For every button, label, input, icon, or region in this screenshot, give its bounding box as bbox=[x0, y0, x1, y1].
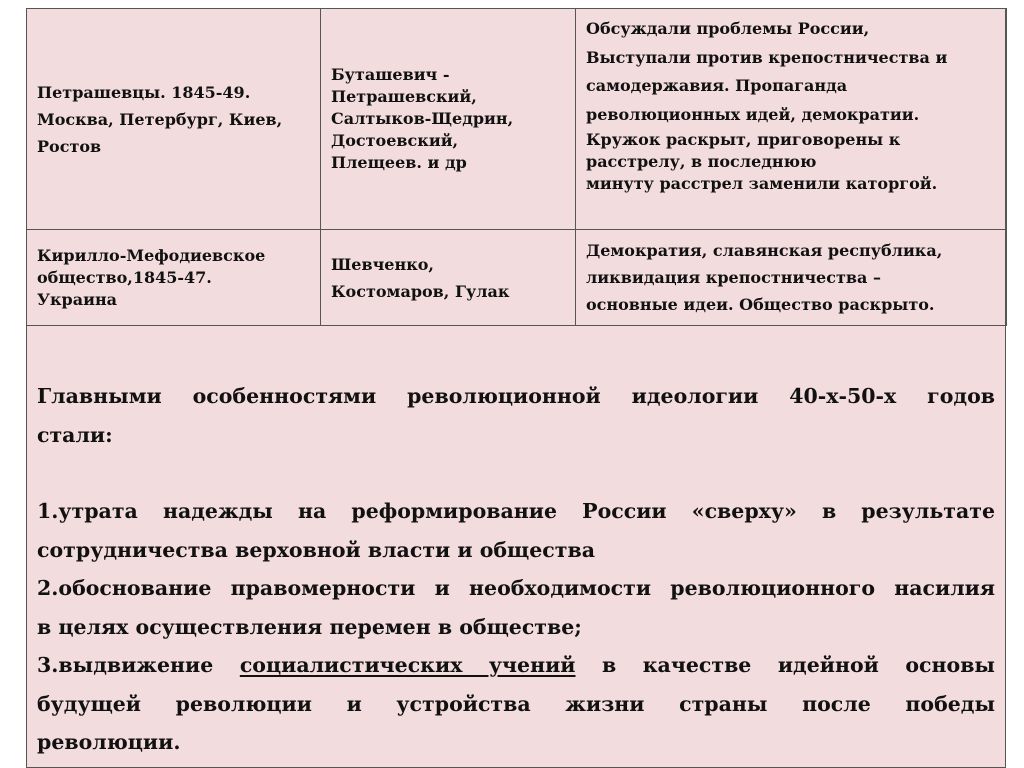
society-cell bbox=[27, 230, 321, 326]
cell-line: Салтыков-Щедрин, bbox=[331, 109, 514, 128]
cell-line: общество,1845-47. bbox=[37, 267, 212, 287]
cell-line: Москва, Петербург, Киев, bbox=[37, 109, 283, 129]
list-item-3-line bbox=[37, 646, 995, 685]
cell-line: минуту расстрел заменили каторгой. bbox=[586, 174, 938, 193]
list-item-1-line: 1.утрата надежды на реформирование России «сверху» в результате bbox=[37, 499, 995, 523]
cell-line: Достоевский, bbox=[331, 131, 459, 150]
list-item-2-line: 2.обоснование правомерности и необходимости революционного насилия bbox=[37, 576, 995, 600]
members-cell bbox=[321, 230, 576, 326]
cell-line: расстрелу, в последнюю bbox=[586, 152, 817, 171]
list-item-3-line: революции. bbox=[37, 730, 181, 754]
list-item-3-end: в качестве идейной основы bbox=[575, 653, 995, 677]
table-row-kirillo-mefodievskoe bbox=[27, 230, 1007, 326]
list-item-2-line: в целях осуществления перемен в обществе; bbox=[37, 614, 582, 639]
cell-line: Демократия, славянская республика, bbox=[586, 241, 943, 260]
cell-line: Костомаров, Гулак bbox=[331, 281, 510, 301]
summary-intro-line: Главными особенностями революционной идеологии 40-х-50-х годов bbox=[37, 384, 995, 408]
spacer bbox=[37, 454, 995, 492]
list-item-3-line: будущей революции и устройства жизни страны после победы bbox=[37, 691, 995, 716]
table-row-petrashevtsy bbox=[27, 9, 1007, 230]
cell-line: Кирилло-Мефодиевское bbox=[37, 245, 266, 265]
members-cell bbox=[321, 9, 576, 230]
ideas-cell bbox=[576, 9, 1007, 230]
society-cell bbox=[27, 9, 321, 230]
cell-line: Обсуждали проблемы России, bbox=[586, 19, 870, 38]
cell-line: революционных идей, демократии. bbox=[586, 104, 920, 124]
cell-line: Плещеев. и др bbox=[331, 153, 467, 172]
cell-line: Петрашевский, bbox=[331, 87, 477, 106]
cell-line: Шевченко, bbox=[331, 254, 434, 274]
cell-line: Буташевич - bbox=[331, 65, 450, 84]
cell-line: Кружок раскрыт, приговорены к bbox=[586, 130, 901, 149]
list-item-3-start: 3.выдвижение bbox=[37, 653, 240, 677]
cell-line: Петрашевцы. 1845-49. bbox=[37, 82, 251, 102]
underlined-term: социалистических учений bbox=[239, 653, 576, 677]
cell-line: ликвидация крепостничества – bbox=[586, 268, 881, 287]
list-item-1-line: сотрудничества верховной власти и общества bbox=[37, 537, 595, 562]
ideas-cell bbox=[576, 230, 1007, 326]
content-sheet bbox=[26, 8, 1006, 768]
cell-line: Украина bbox=[37, 289, 118, 309]
societies-table bbox=[26, 8, 1007, 326]
cell-line: Выступали против крепостничества и bbox=[586, 47, 948, 67]
cell-line: самодержавия. Пропаганда bbox=[586, 76, 848, 95]
cell-line: Ростов bbox=[37, 136, 102, 156]
summary-block bbox=[37, 377, 995, 762]
cell-line: основные идеи. Общество раскрыто. bbox=[586, 295, 935, 314]
summary-intro-line: стали: bbox=[37, 422, 113, 447]
